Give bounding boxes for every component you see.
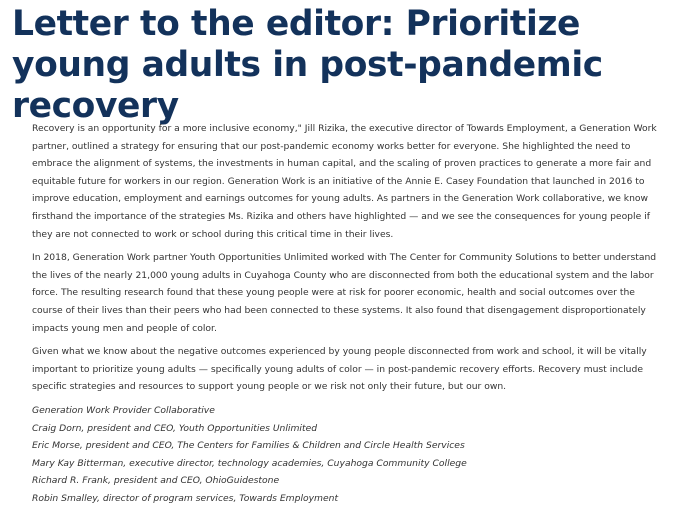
article-headline: Letter to the editor: Prioritize young adults in post-pandemic recovery	[12, 4, 603, 126]
signature-richard-frank: Richard R. Frank, president and CEO, OhioGuidestone	[32, 475, 280, 487]
signature-block	[32, 402, 662, 507]
signature-collaborative: Generation Work Provider Collaborative	[32, 404, 215, 416]
article-body	[32, 120, 662, 507]
paragraph-2: In 2018, Generation Work partner Youth Opportunities Unlimited worked with The Center for Community Solutions to better understand the lives of the nearly 21,000 young adults in Cuyahoga County who are disconnected from both the educational system and the labor force. The resulting research found that these young people were at risk for poorer economic, health and social outcomes over the course of their lives than their peers who had been connected to these systems. It also found that disengagement disproportionately impacts young men and people of color.	[32, 252, 657, 334]
signature-robin-smalley: Robin Smalley, director of program services, Towards Employment	[32, 492, 339, 504]
paragraph-1: Recovery is an opportunity for a more inclusive economy," Jill Rizika, the executive director of Towards Employment, a Generation Work partner, outlined a strategy for ensuring that our post-pandemic economy works better for everyone. She highlighted the need to embrace the alignment of systems, the investments in human capital, and the scaling of proven practices to generate a more fair and equitable future for workers in our region. Generation Work is an initiative of the Annie E. Casey Foundation that launched in 2016 to improve education, employment and earnings outcomes for young adults. As partners in the Generation Work collaborative, we know firsthand the importance of the strategies Ms. Rizika and others have highlighted — and we see the consequences for young people if they are not connected to work or school during this critical time in their lives.	[32, 123, 657, 240]
paragraph-3: Given what we know about the negative outcomes experienced by young people disconnected from work and school, it will be vitally important to prioritize young adults — specifically young adults of color — in post-pandemic recovery efforts. Recovery must include specific strategies and resources to support young people or we risk not only their future, but our own.	[32, 346, 647, 393]
signature-mary-kay-bitterman: Mary Kay Bitterman, executive director, technology academies, Cuyahoga Community College	[32, 457, 467, 469]
signature-eric-morse: Eric Morse, president and CEO, The Centers for Families & Children and Circle Health Services	[32, 440, 465, 452]
signature-craig-dorn: Craig Dorn, president and CEO, Youth Opportunities Unlimited	[32, 422, 318, 434]
